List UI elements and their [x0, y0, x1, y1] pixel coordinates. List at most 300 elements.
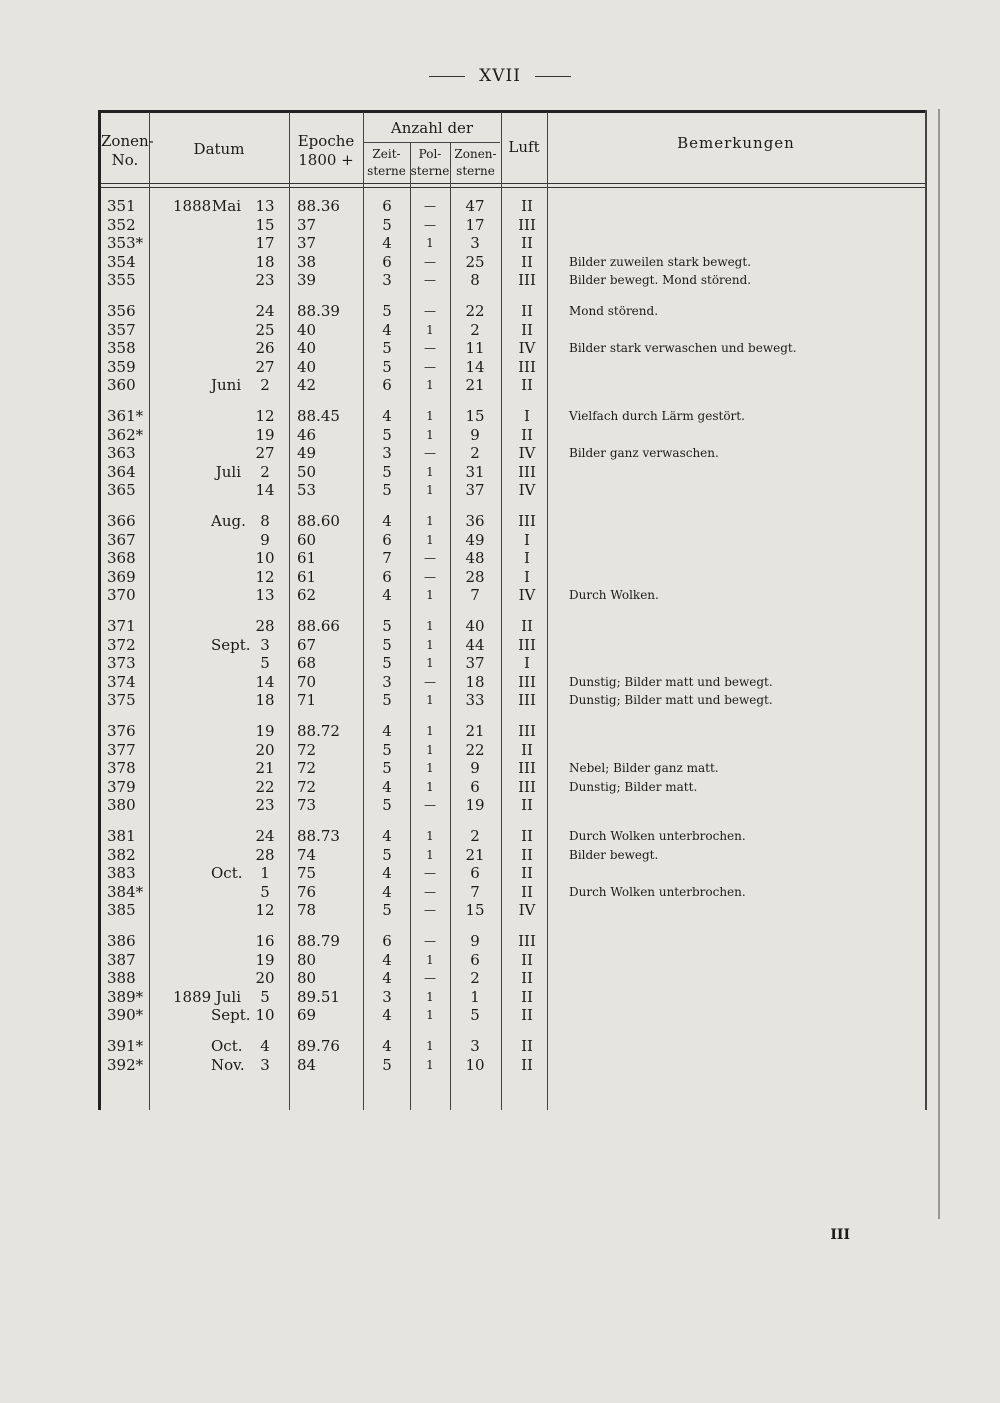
polsterne-count-cell: — — [424, 866, 436, 880]
polsterne-count-cell: 1 — [426, 532, 434, 547]
luft-grade-cell: II — [521, 252, 533, 271]
luft-grade-cell: I — [524, 407, 530, 425]
header-rule-double — [101, 187, 925, 188]
zone-number-cell: 382 — [107, 845, 136, 864]
header-polsterne: Pol- sterne — [410, 147, 450, 178]
zone-number-cell: 389* — [107, 987, 144, 1006]
signature-mark: III — [830, 1227, 850, 1243]
zone-number-cell: 360 — [107, 376, 136, 394]
zeitsterne-count-cell: 7 — [382, 549, 392, 567]
zonensterne-count-cell: 6 — [470, 950, 480, 969]
zeitsterne-count-cell: 4 — [382, 827, 392, 845]
dash-right — [535, 76, 571, 77]
luft-grade-cell: III — [518, 691, 536, 709]
day-cell: 24 — [255, 302, 275, 320]
year-cell: 1889 — [173, 987, 212, 1006]
polsterne-count-cell: 1 — [426, 236, 434, 250]
day-cell: 20 — [255, 740, 275, 759]
remark-cell: Mond störend. — [569, 304, 659, 318]
day-cell: 21 — [255, 759, 275, 777]
header-datum: Datum — [193, 140, 245, 158]
table-row — [101, 759, 925, 778]
header-no: Zonen- No. — [101, 132, 154, 169]
zonensterne-count-cell: 25 — [465, 252, 485, 271]
zonensterne-count-cell: 48 — [465, 549, 485, 567]
table-row — [101, 253, 925, 272]
zone-number-cell: 362* — [107, 425, 144, 444]
day-cell: 4 — [260, 1037, 270, 1055]
zone-number-cell: 354 — [107, 252, 136, 271]
luft-grade-cell: I — [524, 549, 530, 567]
day-cell: 2 — [260, 376, 270, 394]
day-cell: 9 — [260, 530, 270, 549]
zeitsterne-count-cell: 5 — [382, 462, 392, 481]
epoch-cell: 61 — [297, 549, 317, 567]
polsterne-count-cell: — — [424, 217, 436, 232]
zonensterne-count-cell: 21 — [465, 845, 485, 864]
epoch-cell: 78 — [297, 901, 317, 919]
zone-number-cell: 385 — [107, 901, 136, 919]
table-row — [101, 481, 925, 500]
remark-cell: Bilder stark verwaschen und bewegt. — [569, 341, 797, 355]
zonensterne-count-cell: 6 — [470, 864, 480, 882]
luft-grade-cell: II — [521, 796, 533, 814]
epoch-cell: 40 — [297, 357, 317, 376]
zone-number-cell: 380 — [107, 796, 136, 814]
group-gap — [101, 1025, 925, 1038]
luft-grade-cell: III — [518, 635, 536, 654]
epoch-cell: 37 — [297, 234, 317, 252]
zone-number-cell: 392* — [107, 1055, 144, 1074]
luft-grade-cell: II — [521, 425, 533, 444]
epoch-cell: 88.36 — [297, 197, 340, 215]
header-luft: Luft — [508, 138, 540, 156]
epoch-cell: 76 — [297, 882, 317, 901]
zone-number-cell: 369 — [107, 567, 136, 586]
zonensterne-count-cell: 15 — [465, 901, 485, 919]
polsterne-count-cell: 1 — [426, 742, 434, 757]
zonensterne-count-cell: 40 — [465, 617, 485, 635]
zonensterne-count-cell: 5 — [470, 1006, 480, 1024]
zonensterne-count-cell: 10 — [465, 1055, 485, 1074]
polsterne-count-cell: — — [424, 341, 436, 355]
luft-grade-cell: III — [518, 462, 536, 481]
zonensterne-count-cell: 2 — [470, 444, 480, 462]
header-zonensterne: Zonen- sterne — [454, 147, 497, 178]
zonensterne-count-cell: 2 — [470, 827, 480, 845]
zonensterne-count-cell: 33 — [465, 691, 485, 709]
polsterne-count-cell: — — [424, 359, 436, 374]
epoch-cell: 88.60 — [297, 512, 340, 530]
table-row — [101, 271, 925, 290]
day-cell: 3 — [260, 635, 270, 654]
day-cell: 12 — [255, 901, 275, 919]
zeitsterne-count-cell: 5 — [382, 796, 392, 814]
zone-number-cell: 384* — [107, 882, 144, 901]
table-row — [101, 617, 925, 636]
polsterne-count-cell: 1 — [426, 378, 434, 392]
zeitsterne-count-cell: 5 — [382, 339, 392, 357]
luft-grade-cell: III — [518, 215, 536, 234]
luft-grade-cell: IV — [518, 586, 536, 604]
luft-grade-cell: II — [521, 234, 533, 252]
table-row — [101, 864, 925, 883]
zone-number-cell: 377 — [107, 740, 136, 759]
luft-grade-cell: II — [521, 1055, 533, 1074]
day-cell: 28 — [255, 617, 275, 635]
table-row — [101, 426, 925, 445]
epoch-cell: 84 — [297, 1055, 317, 1074]
day-cell: 25 — [255, 320, 275, 339]
remark-cell: Nebel; Bilder ganz matt. — [569, 761, 719, 775]
day-cell: 27 — [255, 444, 275, 462]
polsterne-count-cell: — — [424, 304, 436, 318]
zone-number-cell: 351 — [107, 197, 136, 215]
luft-grade-cell: II — [521, 617, 533, 635]
polsterne-count-cell: 1 — [426, 514, 434, 528]
group-gap — [101, 605, 925, 618]
epoch-cell: 80 — [297, 969, 317, 987]
day-cell: 15 — [255, 215, 275, 234]
day-cell: 23 — [255, 796, 275, 814]
luft-grade-cell: I — [524, 567, 530, 586]
remark-cell: Dunstig; Bilder matt und bewegt. — [569, 693, 773, 707]
month-cell: Sept. — [211, 1006, 251, 1024]
epoch-cell: 38 — [297, 252, 317, 271]
table-row — [101, 691, 925, 710]
zeitsterne-count-cell: 5 — [382, 691, 392, 709]
epoch-cell: 50 — [297, 462, 317, 481]
zone-number-cell: 379 — [107, 777, 136, 796]
zonensterne-count-cell: 9 — [470, 932, 480, 950]
luft-grade-cell: III — [518, 722, 536, 740]
header-bemerkungen: Bemerkungen — [677, 134, 795, 152]
month-cell: Nov. — [211, 1055, 245, 1074]
table-row — [101, 1037, 925, 1056]
luft-grade-cell: I — [524, 654, 530, 672]
epoch-cell: 80 — [297, 950, 317, 969]
zone-number-cell: 381 — [107, 827, 136, 845]
luft-grade-cell: II — [521, 1037, 533, 1055]
table-row — [101, 444, 925, 463]
polsterne-count-cell: 1 — [426, 693, 434, 707]
zeitsterne-count-cell: 6 — [382, 252, 392, 271]
epoch-cell: 88.45 — [297, 407, 340, 425]
zone-number-cell: 367 — [107, 530, 136, 549]
table-row — [101, 234, 925, 253]
epoch-cell: 72 — [297, 740, 317, 759]
zone-number-cell: 370 — [107, 586, 136, 604]
zeitsterne-count-cell: 5 — [382, 302, 392, 320]
header-epoche: Epoche 1800 + — [297, 132, 355, 169]
luft-grade-cell: III — [518, 357, 536, 376]
table-row — [101, 846, 925, 865]
remark-cell: Bilder bewegt. Mond störend. — [569, 273, 752, 287]
table-row — [101, 673, 925, 692]
zonensterne-count-cell: 17 — [465, 215, 485, 234]
table-row — [101, 358, 925, 377]
table-row — [101, 654, 925, 673]
epoch-cell: 46 — [297, 425, 317, 444]
zeitsterne-count-cell: 5 — [382, 215, 392, 234]
month-cell: Oct. — [211, 1037, 243, 1055]
day-cell: 19 — [255, 425, 275, 444]
epoch-cell: 89.51 — [297, 987, 340, 1006]
polsterne-count-cell: — — [424, 934, 436, 948]
day-cell: 14 — [255, 481, 275, 499]
table-row — [101, 932, 925, 951]
zeitsterne-count-cell: 5 — [382, 425, 392, 444]
zonensterne-count-cell: 21 — [465, 376, 485, 394]
day-cell: 16 — [255, 932, 275, 950]
page-number — [0, 66, 1000, 86]
epoch-cell: 42 — [297, 376, 317, 394]
remark-cell: Durch Wolken unterbrochen. — [569, 884, 746, 899]
table-row — [101, 321, 925, 340]
epoch-cell: 70 — [297, 672, 317, 691]
polsterne-count-cell: 1 — [426, 761, 434, 775]
luft-grade-cell: IV — [518, 481, 536, 499]
polsterne-count-cell: 1 — [426, 952, 434, 967]
top-rule — [101, 110, 925, 113]
luft-grade-cell: III — [518, 777, 536, 796]
luft-grade-cell: II — [521, 740, 533, 759]
zonensterne-count-cell: 44 — [465, 635, 485, 654]
zonensterne-count-cell: 6 — [470, 777, 480, 796]
luft-grade-cell: II — [521, 864, 533, 882]
table-row — [101, 512, 925, 531]
day-cell: 17 — [255, 234, 275, 252]
table-row — [101, 883, 925, 902]
epoch-cell: 62 — [297, 586, 317, 604]
luft-grade-cell: IV — [518, 339, 536, 357]
polsterne-count-cell: — — [424, 798, 436, 812]
group-gap — [101, 815, 925, 828]
remark-cell: Bilder zuweilen stark bewegt. — [569, 254, 752, 269]
epoch-cell: 39 — [297, 271, 317, 289]
day-cell: 5 — [260, 654, 270, 672]
polsterne-count-cell: 1 — [426, 322, 434, 337]
month-cell: Sept. — [211, 635, 251, 654]
zonensterne-count-cell: 21 — [465, 722, 485, 740]
dash-left — [429, 76, 465, 77]
zonensterne-count-cell: 19 — [465, 796, 485, 814]
polsterne-count-cell: 1 — [426, 829, 434, 843]
zone-number-cell: 387 — [107, 950, 136, 969]
zonensterne-count-cell: 49 — [465, 530, 485, 549]
table-row — [101, 741, 925, 760]
polsterne-count-cell: 1 — [426, 619, 434, 633]
zonensterne-count-cell: 18 — [465, 672, 485, 691]
luft-grade-cell: II — [521, 320, 533, 339]
zonensterne-count-cell: 36 — [465, 512, 485, 530]
zonensterne-count-cell: 31 — [465, 462, 485, 481]
polsterne-count-cell: — — [424, 569, 436, 584]
day-cell: 19 — [255, 722, 275, 740]
table-row — [101, 778, 925, 797]
table-row — [101, 216, 925, 235]
luft-grade-cell: II — [521, 987, 533, 1006]
day-cell: 18 — [255, 252, 275, 271]
zone-number-cell: 391* — [107, 1037, 144, 1055]
luft-grade-cell: II — [521, 845, 533, 864]
zonensterne-count-cell: 2 — [470, 969, 480, 987]
zone-number-cell: 388 — [107, 969, 136, 987]
epoch-cell: 67 — [297, 635, 317, 654]
day-cell: 24 — [255, 827, 275, 845]
epoch-cell: 74 — [297, 845, 317, 864]
epoch-cell: 60 — [297, 530, 317, 549]
zeitsterne-count-cell: 5 — [382, 635, 392, 654]
zone-number-cell: 375 — [107, 691, 136, 709]
zeitsterne-count-cell: 3 — [382, 271, 392, 289]
polsterne-count-cell: 1 — [426, 588, 434, 602]
zeitsterne-count-cell: 3 — [382, 672, 392, 691]
month-cell: Juni — [211, 376, 242, 394]
zone-number-cell: 363 — [107, 444, 136, 462]
zone-number-cell: 390* — [107, 1006, 144, 1024]
remark-cell: Durch Wolken. — [569, 588, 659, 602]
epoch-cell: 71 — [297, 691, 317, 709]
zonensterne-count-cell: 7 — [470, 882, 480, 901]
polsterne-count-cell: — — [424, 971, 436, 985]
zeitsterne-count-cell: 5 — [382, 654, 392, 672]
luft-grade-cell: II — [521, 302, 533, 320]
luft-grade-cell: II — [521, 827, 533, 845]
zone-number-cell: 361* — [107, 407, 144, 425]
zone-number-cell: 374 — [107, 672, 136, 691]
polsterne-count-cell: 1 — [426, 483, 434, 497]
polsterne-count-cell: — — [424, 674, 436, 689]
epoch-cell: 88.39 — [297, 302, 340, 320]
table-row — [101, 1006, 925, 1025]
table-row — [101, 722, 925, 741]
polsterne-count-cell: — — [424, 254, 436, 269]
epoch-cell: 88.72 — [297, 722, 340, 740]
zeitsterne-count-cell: 6 — [382, 197, 392, 215]
luft-grade-cell: III — [518, 512, 536, 530]
day-cell: 14 — [255, 672, 275, 691]
zeitsterne-count-cell: 3 — [382, 444, 392, 462]
day-cell: 18 — [255, 691, 275, 709]
table-row — [101, 531, 925, 550]
header-rule — [101, 183, 925, 184]
luft-grade-cell: III — [518, 759, 536, 777]
table-row — [101, 197, 925, 216]
zeitsterne-count-cell: 4 — [382, 882, 392, 901]
luft-grade-cell: II — [521, 376, 533, 394]
remark-cell: Dunstig; Bilder matt und bewegt. — [569, 674, 773, 689]
table-row — [101, 827, 925, 846]
table-body — [101, 197, 925, 1074]
zonensterne-count-cell: 28 — [465, 567, 485, 586]
sheet-edge-line — [938, 109, 940, 1219]
header-anzahl: Anzahl der — [390, 119, 474, 137]
polsterne-count-cell: 1 — [426, 724, 434, 738]
month-cell: Juli — [215, 462, 241, 481]
zeitsterne-count-cell: 4 — [382, 1037, 392, 1055]
zone-number-cell: 353* — [107, 234, 144, 252]
table-row — [101, 302, 925, 321]
month-cell: Juli — [215, 987, 241, 1006]
zonensterne-count-cell: 22 — [465, 302, 485, 320]
polsterne-count-cell: 1 — [426, 1039, 434, 1053]
zonensterne-count-cell: 11 — [465, 339, 485, 357]
table-row — [101, 969, 925, 988]
epoch-cell: 75 — [297, 864, 317, 882]
group-gap — [101, 920, 925, 933]
table-row — [101, 586, 925, 605]
day-cell: 27 — [255, 357, 275, 376]
day-cell: 12 — [255, 567, 275, 586]
table-row — [101, 951, 925, 970]
day-cell: 10 — [255, 549, 275, 567]
zeitsterne-count-cell: 6 — [382, 932, 392, 950]
zeitsterne-count-cell: 4 — [382, 320, 392, 339]
zone-number-cell: 366 — [107, 512, 136, 530]
epoch-cell: 88.73 — [297, 827, 340, 845]
epoch-cell: 88.79 — [297, 932, 340, 950]
zone-number-cell: 386 — [107, 932, 136, 950]
day-cell: 3 — [260, 1055, 270, 1074]
epoch-cell: 53 — [297, 481, 317, 499]
page-number-text: XVII — [479, 66, 521, 86]
zeitsterne-count-cell: 4 — [382, 234, 392, 252]
polsterne-count-cell: — — [424, 884, 436, 899]
polsterne-count-cell: — — [424, 199, 436, 213]
day-cell: 26 — [255, 339, 275, 357]
zonensterne-count-cell: 3 — [470, 234, 480, 252]
zeitsterne-count-cell: 6 — [382, 376, 392, 394]
day-cell: 22 — [255, 777, 275, 796]
zeitsterne-count-cell: 4 — [382, 864, 392, 882]
zone-number-cell: 373 — [107, 654, 136, 672]
zonensterne-count-cell: 22 — [465, 740, 485, 759]
day-cell: 28 — [255, 845, 275, 864]
luft-grade-cell: III — [518, 932, 536, 950]
epoch-cell: 61 — [297, 567, 317, 586]
polsterne-count-cell: 1 — [426, 427, 434, 442]
zeitsterne-count-cell: 4 — [382, 512, 392, 530]
zone-number-cell: 358 — [107, 339, 136, 357]
table-row — [101, 988, 925, 1007]
zonensterne-count-cell: 7 — [470, 586, 480, 604]
polsterne-count-cell: 1 — [426, 637, 434, 652]
luft-grade-cell: II — [521, 882, 533, 901]
zonensterne-count-cell: 37 — [465, 654, 485, 672]
zonensterne-count-cell: 9 — [470, 425, 480, 444]
zonensterne-count-cell: 14 — [465, 357, 485, 376]
zonensterne-count-cell: 3 — [470, 1037, 480, 1055]
zeitsterne-count-cell: 5 — [382, 901, 392, 919]
zone-number-cell: 365 — [107, 481, 136, 499]
luft-grade-cell: IV — [518, 444, 536, 462]
polsterne-count-cell: 1 — [426, 409, 434, 423]
zeitsterne-count-cell: 4 — [382, 586, 392, 604]
table-row — [101, 636, 925, 655]
remark-cell: Vielfach durch Lärm gestört. — [569, 409, 745, 423]
day-cell: 23 — [255, 271, 275, 289]
epoch-cell: 73 — [297, 796, 317, 814]
month-cell: Oct. — [211, 864, 243, 882]
month-cell: Aug. — [211, 512, 246, 530]
luft-grade-cell: II — [521, 950, 533, 969]
polsterne-count-cell: 1 — [426, 1008, 434, 1022]
zonensterne-count-cell: 8 — [470, 271, 480, 289]
zeitsterne-count-cell: 4 — [382, 950, 392, 969]
zone-number-cell: 356 — [107, 302, 136, 320]
zeitsterne-count-cell: 4 — [382, 722, 392, 740]
